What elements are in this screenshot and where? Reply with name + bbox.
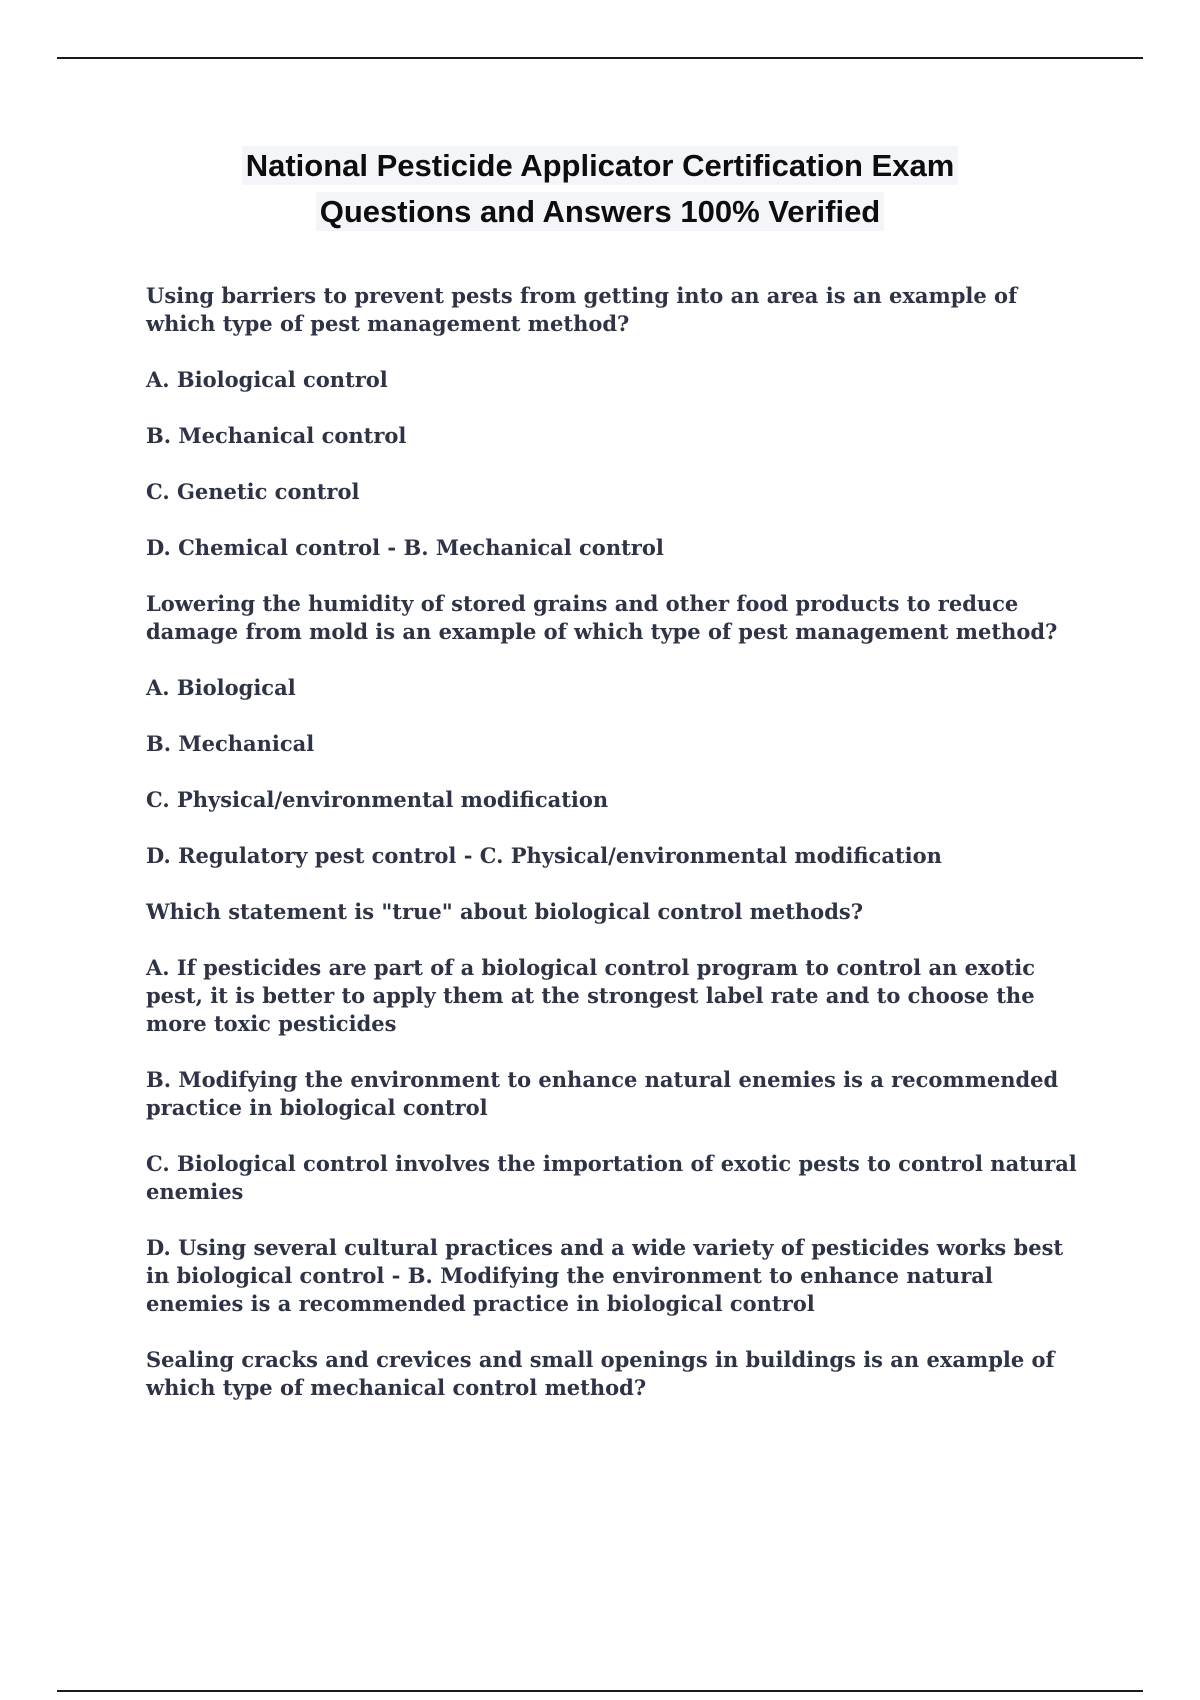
question-3-option-b: B. Modifying the environment to enhance natural enemies is a recommended practice in biological control [146, 1067, 1059, 1120]
question-2-option-b: B. Mechanical [146, 731, 315, 756]
question-3: Which statement is "true" about biological control methods? [146, 899, 864, 924]
question-3-option-a: A. If pesticides are part of a biological control program to control an exotic pest, it is better to apply them at the strongest label rate and to choose the more toxic pesticides [146, 955, 1035, 1036]
question-2-option-a: A. Biological [146, 675, 296, 700]
question-4: Sealing cracks and crevices and small openings in buildings is an example of which type of mechanical control method? [146, 1347, 1055, 1400]
title-line-1: National Pesticide Applicator Certification Exam [242, 146, 959, 185]
question-3-option-c: C. Biological control involves the importation of exotic pests to control natural enemies [146, 1151, 1077, 1204]
header-rule [57, 57, 1143, 59]
question-3-option-d-answer: D. Using several cultural practices and a wide variety of pesticides works best in biological control - B. Modifying the environment to enhance natural enemies is a recommended practice in biological control [146, 1235, 1064, 1316]
document-title [100, 143, 1100, 235]
question-2-option-d-answer: D. Regulatory pest control - C. Physical/environmental modification [146, 843, 942, 868]
question-2: Lowering the humidity of stored grains and other food products to reduce damage from mold is an example of which type of pest management method? [146, 591, 1058, 644]
question-2-option-c: C. Physical/environmental modification [146, 787, 609, 812]
question-1-option-d-answer: D. Chemical control - B. Mechanical control [146, 535, 664, 560]
title-line-2: Questions and Answers 100% Verified [316, 192, 885, 231]
question-1: Using barriers to prevent pests from getting into an area is an example of which type of pest management method? [146, 283, 1018, 336]
question-1-option-c: C. Genetic control [146, 479, 360, 504]
question-1-option-a: A. Biological control [146, 367, 388, 392]
question-1-option-b: B. Mechanical control [146, 423, 407, 448]
footer-rule [57, 1690, 1143, 1692]
document-body [146, 282, 1086, 1430]
